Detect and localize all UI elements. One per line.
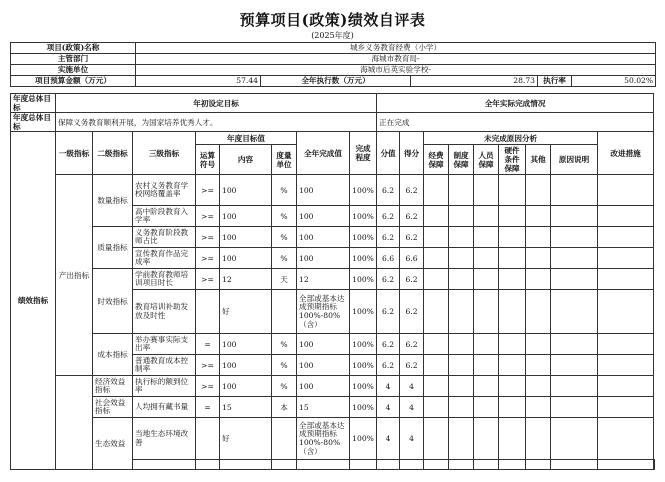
group-effect-blank (56, 376, 93, 470)
indicator-op: = (196, 334, 220, 355)
col-fix: 改进措施 (598, 132, 654, 175)
indicator-got: 6.2 (400, 355, 424, 376)
indicator-got: 6.2 (400, 206, 424, 227)
group-social: 社会效益指标 (93, 397, 133, 418)
indicator-unit: % (272, 227, 297, 248)
empty-cell (526, 397, 551, 418)
indicator-score: 6.2 (377, 269, 400, 290)
indicator-op (196, 290, 220, 334)
empty-cell (598, 334, 654, 355)
group-quality: 质量指标 (93, 227, 133, 269)
empty-cell (551, 397, 598, 418)
indicator-name: 举办赛事实际支出率 (133, 334, 196, 355)
empty-cell (196, 460, 220, 470)
empty-cell (424, 248, 449, 269)
indicator-name: 人均拥有藏书量 (133, 397, 196, 418)
indicator-degree: 100% (350, 206, 377, 227)
indicator-score: 6.6 (377, 248, 400, 269)
empty-cell (424, 460, 449, 470)
indicator-content: 好 (220, 418, 272, 460)
indicator-op: >= (196, 355, 220, 376)
empty-cell (526, 206, 551, 227)
indicator-degree: 100% (350, 175, 377, 206)
page-title: 预算项目(政策)绩效自评表 (239, 11, 426, 29)
indicator-got: 6.2 (400, 334, 424, 355)
empty-cell (551, 175, 598, 206)
empty-cell (350, 460, 377, 470)
indicator-score: 6.2 (377, 206, 400, 227)
empty-cell (449, 376, 474, 397)
target-text: 保障义务教育顺利开展，为国家培养优秀人才。 (56, 113, 377, 132)
empty-cell (449, 269, 474, 290)
indicator-name: 执行标的额到位率 (133, 376, 196, 397)
indicator-content: 100 (220, 248, 272, 269)
empty-cell (598, 355, 654, 376)
empty-cell (377, 460, 400, 470)
indicator-done: 15 (297, 397, 350, 418)
indicator-name: 义务教育阶段教师占比 (133, 227, 196, 248)
exec-label: 全年执行数（万元） (261, 76, 411, 87)
indicator-unit: % (272, 248, 297, 269)
empty-cell (598, 460, 654, 470)
empty-cell (499, 269, 526, 290)
indicator-name: 农村义务教育学校网络覆盖率 (133, 175, 196, 206)
indicator-score: 4 (377, 376, 400, 397)
empty-cell (598, 206, 654, 227)
indicator-unit (272, 418, 297, 460)
col-operator: 运算符号 (196, 145, 220, 175)
col-degree: 完成程度 (350, 132, 377, 175)
indicator-done: 100 (297, 376, 350, 397)
project-name-label: 项目(政策)名称 (11, 43, 136, 54)
empty-cell (526, 334, 551, 355)
empty-cell (598, 175, 654, 206)
empty-cell (449, 248, 474, 269)
col-score: 分值 (377, 132, 400, 175)
indicator-unit: 天 (272, 269, 297, 290)
empty-cell (598, 418, 654, 460)
empty-cell (551, 418, 598, 460)
col-reason-system: 制度保障 (449, 145, 474, 175)
indicator-done: 12 (297, 269, 350, 290)
indicator-degree: 100% (350, 355, 377, 376)
empty-cell (474, 206, 499, 227)
indicator-done: 全部或基本达成预期指标100%-80%（含） (297, 418, 350, 460)
empty-cell (654, 460, 655, 470)
empty-cell (133, 460, 196, 470)
project-info-table (10, 42, 656, 87)
empty-cell (526, 269, 551, 290)
empty-cell (551, 269, 598, 290)
empty-cell (526, 248, 551, 269)
empty-cell (526, 460, 551, 470)
empty-cell (474, 418, 499, 460)
indicator-done: 100 (297, 334, 350, 355)
empty-cell (272, 460, 297, 470)
empty-cell (499, 376, 526, 397)
empty-cell (400, 460, 424, 470)
col-level3: 三级指标 (133, 132, 196, 175)
dept-label: 主管部门 (11, 54, 136, 65)
empty-cell (499, 355, 526, 376)
indicator-content: 15 (220, 397, 272, 418)
indicator-got: 6.6 (400, 248, 424, 269)
indicator-content: 100 (220, 376, 272, 397)
empty-cell (474, 397, 499, 418)
indicator-op: >= (196, 376, 220, 397)
col-reason-funding: 经费保障 (424, 145, 449, 175)
empty-cell (424, 397, 449, 418)
empty-cell (499, 334, 526, 355)
perf-indicator-label: 绩效指标 (11, 132, 56, 470)
group-quantity: 数量指标 (93, 175, 133, 227)
performance-table (10, 93, 655, 470)
empty-cell (424, 376, 449, 397)
empty-cell (551, 206, 598, 227)
col-annual-target: 年度目标值 (196, 132, 297, 145)
indicator-content: 100 (220, 227, 272, 248)
empty-cell (526, 227, 551, 248)
empty-cell (449, 418, 474, 460)
indicator-unit: % (272, 334, 297, 355)
empty-cell (526, 376, 551, 397)
empty-cell (474, 355, 499, 376)
indicator-done: 100 (297, 206, 350, 227)
col-reason-staff: 人员保障 (474, 145, 499, 175)
empty-cell (449, 290, 474, 334)
empty-cell (499, 206, 526, 227)
col-level2: 二级指标 (93, 132, 133, 175)
indicator-name: 学前教育教师培训项目时长 (133, 269, 196, 290)
empty-cell (424, 418, 449, 460)
indicator-done: 全部或基本达成预期指标100%-80%（含） (297, 290, 350, 334)
indicator-score: 6.2 (377, 355, 400, 376)
empty-cell (598, 227, 654, 248)
col-reason-other: 其他 (526, 145, 551, 175)
indicator-got: 4 (400, 376, 424, 397)
empty-cell (499, 175, 526, 206)
indicator-degree: 100% (350, 334, 377, 355)
empty-cell (474, 269, 499, 290)
overall-goal-label: 年度总体目标 (11, 94, 56, 113)
indicator-score: 6.2 (377, 290, 400, 334)
indicator-score: 6.2 (377, 227, 400, 248)
empty-cell (424, 175, 449, 206)
empty-cell (449, 206, 474, 227)
indicator-content: 12 (220, 269, 272, 290)
empty-cell (598, 397, 654, 418)
empty-cell (598, 376, 654, 397)
empty-cell (474, 248, 499, 269)
indicator-name: 当地生态环境改善 (133, 418, 196, 460)
empty-cell (449, 175, 474, 206)
indicator-done: 100 (297, 227, 350, 248)
indicator-degree: 100% (350, 248, 377, 269)
indicator-degree: 100% (350, 227, 377, 248)
dept-value: 海城市教育局- (136, 54, 656, 65)
indicator-content: 100 (220, 334, 272, 355)
indicator-degree: 100% (350, 418, 377, 460)
empty-cell (499, 248, 526, 269)
empty-cell (551, 334, 598, 355)
group-ecological: 生态效益 (93, 418, 133, 470)
empty-cell (449, 334, 474, 355)
empty-cell (551, 355, 598, 376)
empty-cell (474, 334, 499, 355)
indicator-name: 高中阶段教育入学率 (133, 206, 196, 227)
indicator-name: 教育培训补助发放及时性 (133, 290, 196, 334)
indicator-unit: % (272, 175, 297, 206)
empty-cell (449, 355, 474, 376)
indicator-score: 4 (377, 397, 400, 418)
indicator-content: 100 (220, 175, 272, 206)
indicator-score: 6.2 (377, 334, 400, 355)
col-got: 得分 (400, 132, 424, 175)
rate-label: 执行率 (538, 76, 572, 87)
indicator-got: 4 (400, 397, 424, 418)
indicator-got: 4 (400, 418, 424, 460)
empty-cell (526, 418, 551, 460)
unit-value: 海城市后英实验学校- (136, 65, 656, 76)
col-level1: 一级指标 (56, 132, 93, 175)
empty-cell (424, 290, 449, 334)
empty-cell (499, 397, 526, 418)
empty-cell (499, 460, 526, 470)
empty-cell (449, 227, 474, 248)
empty-cell (499, 227, 526, 248)
indicator-done: 100 (297, 248, 350, 269)
initial-goal-label: 年初设定目标 (56, 94, 377, 113)
empty-cell (499, 290, 526, 334)
indicator-unit: % (272, 376, 297, 397)
col-unit: 度量单位 (272, 145, 297, 175)
indicator-score: 6.2 (377, 175, 400, 206)
indicator-got: 6.2 (400, 269, 424, 290)
indicator-degree: 100% (350, 290, 377, 334)
overall-goal-label-2: 年度总体目标 (11, 113, 56, 132)
empty-cell (424, 355, 449, 376)
empty-cell (449, 397, 474, 418)
indicator-unit: % (272, 355, 297, 376)
col-unfinished: 未完成原因分析 (424, 132, 598, 145)
empty-cell (449, 460, 474, 470)
indicator-name: 普通教育成本控制率 (133, 355, 196, 376)
actual-text: 正在完成 (377, 113, 654, 132)
empty-cell (424, 334, 449, 355)
indicator-content: 100 (220, 206, 272, 227)
indicator-score: 4 (377, 418, 400, 460)
empty-cell (598, 290, 654, 334)
empty-cell (424, 206, 449, 227)
indicator-op: >= (196, 269, 220, 290)
col-full-year: 全年完成值 (297, 132, 350, 175)
empty-cell (526, 290, 551, 334)
project-name-value: 城乡义务教育经费（小学） (136, 43, 656, 54)
group-output: 产出指标 (56, 175, 93, 376)
rate-value: 50.02% (572, 76, 656, 87)
empty-cell (551, 460, 598, 470)
indicator-degree: 100% (350, 397, 377, 418)
indicator-op: >= (196, 175, 220, 206)
group-economic: 经济效益指标 (93, 376, 133, 397)
empty-cell (474, 175, 499, 206)
unit-label: 实施单位 (11, 65, 136, 76)
empty-cell (474, 460, 499, 470)
empty-cell (474, 290, 499, 334)
indicator-op: >= (196, 248, 220, 269)
empty-cell (220, 460, 272, 470)
exec-value: 28.73 (411, 76, 538, 87)
empty-cell (598, 269, 654, 290)
empty-cell (551, 227, 598, 248)
indicator-done: 100 (297, 175, 350, 206)
indicator-op (196, 418, 220, 460)
indicator-content: 好 (220, 290, 272, 334)
empty-cell (551, 290, 598, 334)
empty-cell (474, 376, 499, 397)
actual-completion-label: 全年实际完成情况 (377, 94, 654, 113)
empty-cell (424, 269, 449, 290)
indicator-got: 6.2 (400, 227, 424, 248)
page-subtitle: (2025年度) (311, 31, 354, 40)
empty-cell (526, 355, 551, 376)
indicator-op: >= (196, 227, 220, 248)
empty-cell (424, 227, 449, 248)
indicator-degree: 100% (350, 269, 377, 290)
indicator-unit: 本 (272, 397, 297, 418)
indicator-got: 6.2 (400, 175, 424, 206)
indicator-op: >= (196, 206, 220, 227)
empty-cell (598, 248, 654, 269)
empty-cell (499, 418, 526, 460)
indicator-done: 100 (297, 355, 350, 376)
col-reason-hardware: 硬件条件保障 (499, 145, 526, 175)
indicator-name: 宣传教育作品完成率 (133, 248, 196, 269)
col-reason-note: 原因说明 (551, 145, 598, 175)
empty-cell (474, 227, 499, 248)
indicator-unit (272, 290, 297, 334)
indicator-unit: % (272, 206, 297, 227)
budget-value: 57.44 (136, 76, 261, 87)
indicator-content: 100 (220, 355, 272, 376)
indicator-degree: 100% (350, 376, 377, 397)
group-cost: 成本指标 (93, 334, 133, 376)
group-timeliness: 时效指标 (93, 269, 133, 334)
empty-cell (526, 175, 551, 206)
empty-cell (297, 460, 350, 470)
empty-cell (551, 248, 598, 269)
budget-label: 项目预算金额（万元） (11, 76, 136, 87)
indicator-got: 6.2 (400, 290, 424, 334)
col-content: 内容 (220, 145, 272, 175)
indicator-op: = (196, 397, 220, 418)
empty-cell (551, 376, 598, 397)
